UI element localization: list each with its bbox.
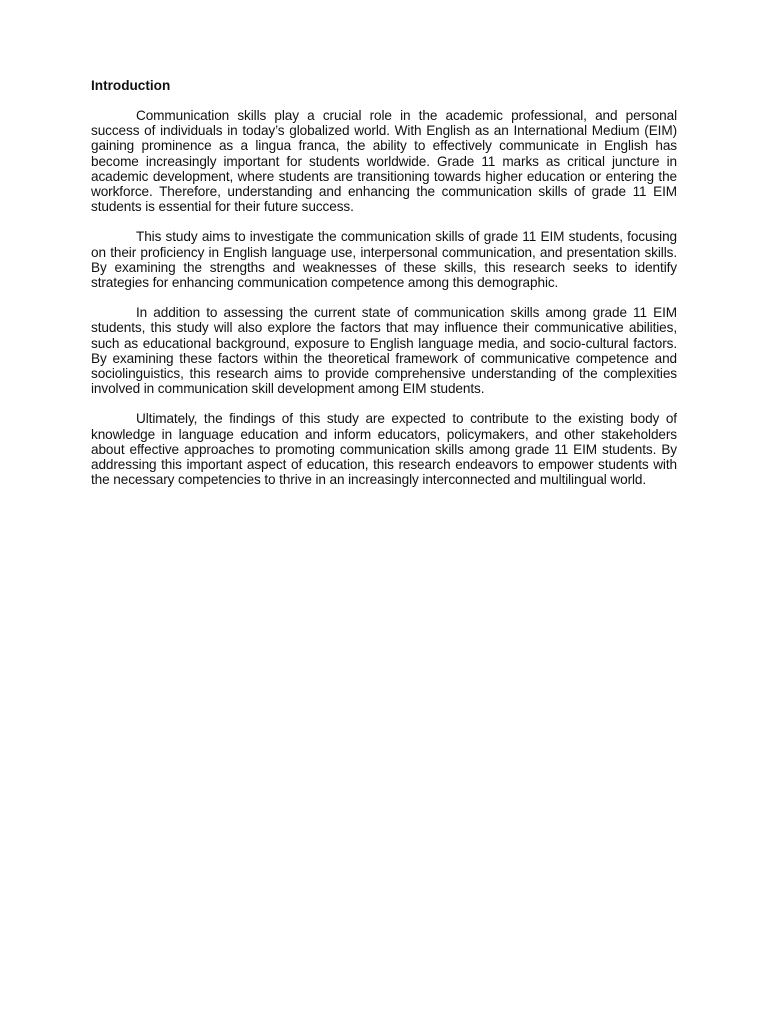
paragraph-1: Communication skills play a crucial role in the academic professional, and personal success of individuals in today’s globalized world. With English as an International Medium (EIM) gaining prominence as a lingua franca, the ability to effectively communicate in English has become increasingly important for students worldwide. Grade 11 marks as critical juncture in academic development, where students are transitioning towards higher education or entering the workforce. Therefore, understanding and enhancing the communication skills of grade 11 EIM students is essential for their future success. [91, 108, 677, 215]
document-body [91, 78, 677, 502]
paragraph-2: This study aims to investigate the communication skills of grade 11 EIM students, focusing on their proficiency in English language use, interpersonal communication, and presentation skills. By examining the strengths and weaknesses of these skills, this research seeks to identify strategies for enhancing communication competence among this demographic. [91, 229, 677, 291]
section-heading: Introduction [91, 78, 171, 93]
paragraph-3: In addition to assessing the current state of communication skills among grade 11 EIM students, this study will also explore the factors that may influence their communicative abilities, such as educational background, exposure to English language media, and socio-cultural factors. By examining these factors within the theoretical framework of communicative competence and sociolinguistics, this research aims to provide comprehensive understanding of the complexities involved in communication skill development among EIM students. [91, 305, 677, 397]
paragraph-4: Ultimately, the findings of this study are expected to contribute to the existing body of knowledge in language education and inform educators, policymakers, and other stakeholders about effective approaches to promoting communication skills among grade 11 EIM students. By addressing this important aspect of education, this research endeavors to empower students with the necessary competencies to thrive in an increasingly interconnected and multilingual world. [91, 411, 677, 488]
